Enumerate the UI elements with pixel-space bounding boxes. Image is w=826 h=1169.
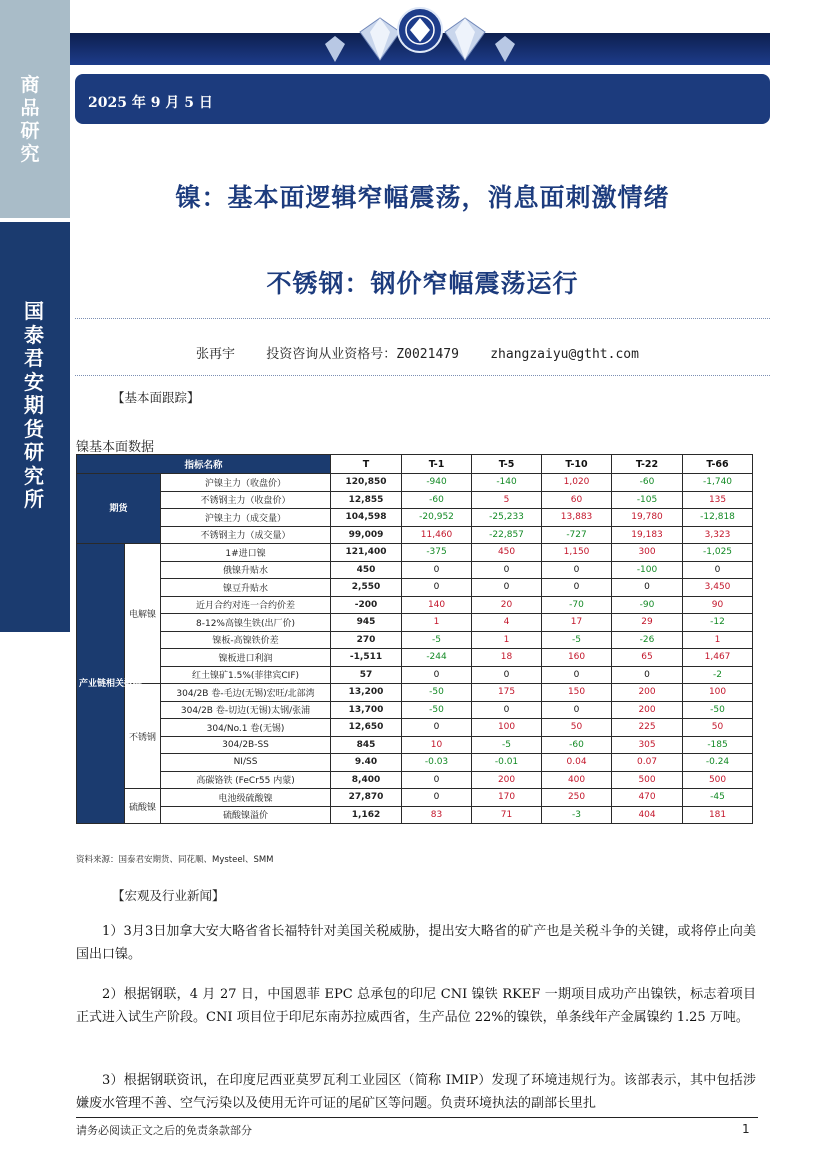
change-cell: 0: [612, 666, 683, 684]
news-paragraph-1: 1）3月3日加拿大安大略省省长福特针对美国关税威胁，提出安大略省的矿产也是关税斗争的关键，或将停止向美国出口镍。: [76, 924, 756, 962]
table-row: [77, 806, 753, 824]
change-cell: 500: [612, 771, 683, 789]
change-cell: 1,150: [542, 544, 612, 562]
change-cell: 19,183: [612, 526, 683, 544]
change-cell: -1,025: [683, 544, 753, 562]
report-subtitle: 不锈钢：钢价窄幅震荡运行: [266, 269, 579, 298]
divider-bottom: [75, 375, 770, 376]
value-t: 121,400: [331, 544, 402, 562]
value-t: 845: [331, 736, 402, 754]
change-cell: -25,233: [472, 509, 542, 527]
indicator-name: 不锈钢主力（成交量）: [161, 526, 331, 544]
table-header-row: [77, 455, 753, 474]
change-cell: -60: [542, 736, 612, 754]
change-cell: 0: [542, 561, 612, 579]
indicator-name: 304/2B 卷-毛边(无锡)宏旺/北部湾: [161, 684, 331, 702]
change-cell: -22,857: [472, 526, 542, 544]
value-t: 57: [331, 666, 402, 684]
change-cell: 181: [683, 806, 753, 824]
header-t5: T-5: [472, 455, 542, 474]
subgroup-electrolytic: 电解镍: [125, 544, 161, 684]
value-t: 270: [331, 631, 402, 649]
change-cell: -50: [402, 684, 472, 702]
table-row: [77, 579, 753, 597]
change-cell: -0.01: [472, 754, 542, 772]
indicator-name: 镍板-高镍铁价差: [161, 631, 331, 649]
change-cell: 200: [612, 701, 683, 719]
change-cell: -375: [402, 544, 472, 562]
change-cell: 65: [612, 649, 683, 667]
value-t: 9.40: [331, 754, 402, 772]
table-row: [77, 561, 753, 579]
value-t: 450: [331, 561, 402, 579]
change-cell: 3,323: [683, 526, 753, 544]
change-cell: -1,740: [683, 474, 753, 492]
report-title: 镍：基本面逻辑窄幅震荡，消息面刺激情绪: [175, 183, 670, 212]
change-cell: -5: [472, 736, 542, 754]
sidebar-company-label: 国泰君安期货研究所: [24, 299, 44, 511]
change-cell: 90: [683, 596, 753, 614]
table-row: [77, 719, 753, 737]
change-cell: 3,450: [683, 579, 753, 597]
change-cell: 0: [612, 579, 683, 597]
change-cell: 200: [472, 771, 542, 789]
indicator-name: 304/2B-SS: [161, 736, 331, 754]
value-t: 12,650: [331, 719, 402, 737]
value-t: 8,400: [331, 771, 402, 789]
group-industry: 产业链相关数据: [77, 544, 125, 824]
change-cell: 0.04: [542, 754, 612, 772]
change-cell: 305: [612, 736, 683, 754]
change-cell: 29: [612, 614, 683, 632]
value-t: -1,511: [331, 649, 402, 667]
indicator-name: 高碳铬铁 (FeCr55 内蒙): [161, 771, 331, 789]
change-cell: 17: [542, 614, 612, 632]
header-t10: T-10: [542, 455, 612, 474]
change-cell: 4: [472, 614, 542, 632]
change-cell: 0: [472, 561, 542, 579]
change-cell: -0.03: [402, 754, 472, 772]
indicator-name: 电池级硫酸镍: [161, 789, 331, 807]
footer-disclaimer: 请务必阅读正文之后的免责条款部分: [76, 1124, 252, 1137]
nickel-fundamentals-table: [76, 454, 753, 824]
indicator-name: 不锈钢主力（收盘价）: [161, 491, 331, 509]
change-cell: 0: [402, 666, 472, 684]
change-cell: 160: [542, 649, 612, 667]
change-cell: 0: [542, 701, 612, 719]
indicator-name: 8-12%高镍生铁(出厂价): [161, 614, 331, 632]
change-cell: 100: [472, 719, 542, 737]
value-t: 1,162: [331, 806, 402, 824]
table-row: [77, 526, 753, 544]
indicator-name: 红土镍矿1.5%(菲律宾CIF): [161, 666, 331, 684]
change-cell: 83: [402, 806, 472, 824]
change-cell: 0: [542, 579, 612, 597]
divider-top: [75, 318, 770, 319]
indicator-name: NI/SS: [161, 754, 331, 772]
indicator-name: 304/2B 卷-切边(无锡)太钢/张浦: [161, 701, 331, 719]
change-cell: 170: [472, 789, 542, 807]
change-cell: 19,780: [612, 509, 683, 527]
footer-divider: [76, 1117, 758, 1118]
table-row: [77, 666, 753, 684]
group-futures: 期货: [77, 474, 161, 544]
change-cell: 250: [542, 789, 612, 807]
change-cell: -940: [402, 474, 472, 492]
value-t: 104,598: [331, 509, 402, 527]
change-cell: 0: [402, 789, 472, 807]
change-cell: 13,883: [542, 509, 612, 527]
subgroup-sulfate: 硫酸镍: [125, 789, 161, 824]
news-paragraph-2: 2）根据钢联，4 月 27 日，中国恩菲 EPC 总承包的印尼 CNI 镍铁 RKEF 一期项目成功产出镍铁，标志着项目正式进入试生产阶段。CNI 项目位于印尼东南苏拉威西省，生产品位 22%的镍铁，单条线年产金属镍约 1.25 万吨。: [76, 987, 756, 1025]
table-row: [77, 701, 753, 719]
change-cell: 0: [402, 579, 472, 597]
change-cell: -70: [542, 596, 612, 614]
indicator-name: 俄镍升贴水: [161, 561, 331, 579]
change-cell: 0: [472, 701, 542, 719]
change-cell: 1: [683, 631, 753, 649]
change-cell: 5: [472, 491, 542, 509]
change-cell: -20,952: [402, 509, 472, 527]
change-cell: 0: [402, 771, 472, 789]
table-row: [77, 684, 753, 702]
table-row: [77, 596, 753, 614]
change-cell: 150: [542, 684, 612, 702]
change-cell: 1,467: [683, 649, 753, 667]
change-cell: 0.07: [612, 754, 683, 772]
change-cell: -0.24: [683, 754, 753, 772]
table-row: [77, 736, 753, 754]
change-cell: -140: [472, 474, 542, 492]
change-cell: 0: [402, 561, 472, 579]
change-cell: 100: [683, 684, 753, 702]
change-cell: -90: [612, 596, 683, 614]
change-cell: 0: [683, 561, 753, 579]
indicator-name: 近月合约对连一合约价差: [161, 596, 331, 614]
change-cell: -727: [542, 526, 612, 544]
change-cell: 0: [542, 666, 612, 684]
value-t: 12,855: [331, 491, 402, 509]
section-news: 【宏观及行业新闻】: [112, 888, 225, 903]
change-cell: 140: [402, 596, 472, 614]
change-cell: 200: [612, 684, 683, 702]
table-row: [77, 771, 753, 789]
table-row: [77, 474, 753, 492]
change-cell: 10: [402, 736, 472, 754]
table-row: [77, 491, 753, 509]
change-cell: 60: [542, 491, 612, 509]
table-row: [77, 509, 753, 527]
table-row: [77, 754, 753, 772]
value-t: 945: [331, 614, 402, 632]
page-number: 1: [742, 1122, 750, 1136]
header-t1: T-1: [402, 455, 472, 474]
table-row: [77, 789, 753, 807]
table-row: [77, 631, 753, 649]
change-cell: 470: [612, 789, 683, 807]
value-t: 2,550: [331, 579, 402, 597]
change-cell: -45: [683, 789, 753, 807]
value-t: -200: [331, 596, 402, 614]
change-cell: 0: [472, 579, 542, 597]
diamond-logo-icon: [320, 4, 520, 66]
report-date: 2025 年 9 月 5 日: [88, 95, 213, 111]
change-cell: -5: [542, 631, 612, 649]
indicator-name: 沪镍主力（收盘价）: [161, 474, 331, 492]
change-cell: 50: [683, 719, 753, 737]
change-cell: -12: [683, 614, 753, 632]
change-cell: 18: [472, 649, 542, 667]
change-cell: -50: [402, 701, 472, 719]
header-t: T: [331, 455, 402, 474]
change-cell: 71: [472, 806, 542, 824]
section-fundamentals: 【基本面跟踪】: [112, 390, 200, 405]
change-cell: -2: [683, 666, 753, 684]
value-t: 13,700: [331, 701, 402, 719]
change-cell: -244: [402, 649, 472, 667]
header-t66: T-66: [683, 455, 753, 474]
change-cell: 404: [612, 806, 683, 824]
value-t: 27,870: [331, 789, 402, 807]
change-cell: 135: [683, 491, 753, 509]
author-info: 张再宇 投资咨询从业资格号：Z0021479 zhangzaiyu@gtht.com: [196, 347, 639, 362]
change-cell: 1: [402, 614, 472, 632]
change-cell: 175: [472, 684, 542, 702]
change-cell: 0: [472, 666, 542, 684]
change-cell: -12,818: [683, 509, 753, 527]
value-t: 13,200: [331, 684, 402, 702]
change-cell: -185: [683, 736, 753, 754]
value-t: 120,850: [331, 474, 402, 492]
change-cell: -50: [683, 701, 753, 719]
header-t22: T-22: [612, 455, 683, 474]
change-cell: 400: [542, 771, 612, 789]
value-t: 99,009: [331, 526, 402, 544]
indicator-name: 镍板进口利润: [161, 649, 331, 667]
change-cell: 20: [472, 596, 542, 614]
indicator-name: 镍豆升贴水: [161, 579, 331, 597]
sidebar-category-label: 商品研究: [20, 74, 40, 165]
change-cell: 450: [472, 544, 542, 562]
change-cell: 50: [542, 719, 612, 737]
change-cell: 0: [402, 719, 472, 737]
header-indicator: 指标名称: [77, 455, 331, 474]
table-row: [77, 649, 753, 667]
subgroup-stainless: 不锈钢: [125, 684, 161, 789]
indicator-name: 1#进口镍: [161, 544, 331, 562]
indicator-name: 硫酸镍溢价: [161, 806, 331, 824]
table-row: [77, 544, 753, 562]
change-cell: 11,460: [402, 526, 472, 544]
change-cell: 225: [612, 719, 683, 737]
change-cell: -26: [612, 631, 683, 649]
change-cell: -3: [542, 806, 612, 824]
indicator-name: 304/No.1 卷(无锡): [161, 719, 331, 737]
change-cell: -60: [612, 474, 683, 492]
change-cell: -100: [612, 561, 683, 579]
change-cell: -5: [402, 631, 472, 649]
table-row: [77, 614, 753, 632]
change-cell: 1,020: [542, 474, 612, 492]
data-source: 资料来源：国泰君安期货、同花顺、Mysteel、SMM: [76, 855, 274, 865]
table-title: 镍基本面数据: [76, 440, 155, 455]
change-cell: -105: [612, 491, 683, 509]
indicator-name: 沪镍主力（成交量）: [161, 509, 331, 527]
change-cell: 1: [472, 631, 542, 649]
news-paragraph-3: 3）根据钢联资讯，在印度尼西亚莫罗瓦利工业园区（简称 IMIP）发现了环境违规行为。该部表示，其中包括涉嫌废水管理不善、空气污染以及使用无许可证的尾矿区等问题。负责环境执法的副部长里扎: [76, 1073, 756, 1111]
change-cell: -60: [402, 491, 472, 509]
change-cell: 300: [612, 544, 683, 562]
change-cell: 500: [683, 771, 753, 789]
